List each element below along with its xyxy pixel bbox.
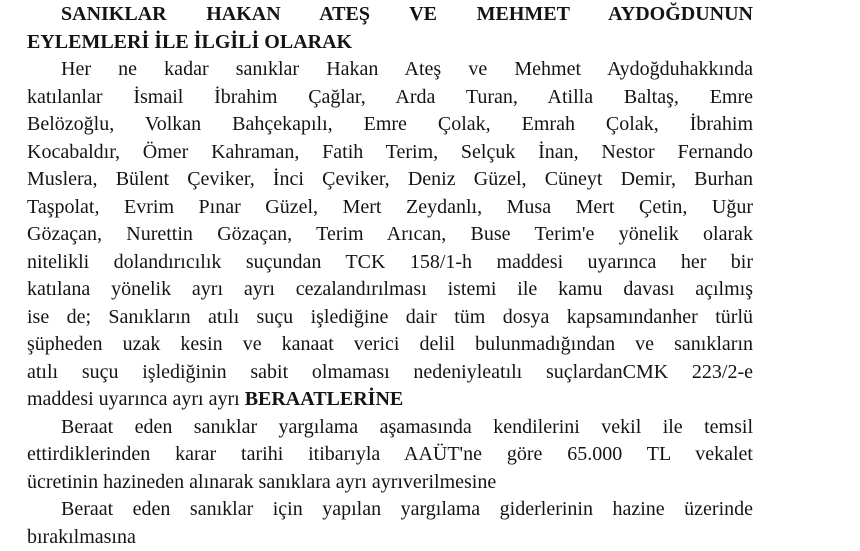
body-line (27, 441, 753, 469)
body-line (27, 221, 753, 249)
bold-text-segment: BERAATLERİNE (244, 388, 404, 410)
body-line (27, 304, 753, 332)
bold-text-segment: SANIKLAR HAKAN ATEŞ VE MEHMET AYDOĞDUNUN (61, 3, 753, 25)
text-segment: Taşpolat, Evrim Pınar Güzel, Mert Zeydanlı, Musa Mert Çetin, Uğur (27, 195, 753, 218)
body-line (27, 524, 753, 551)
text-segment: Kocabaldır, Ömer Kahraman, Fatih Terim, Selçuk İnan, Nestor Fernando (27, 140, 753, 163)
body-line (27, 111, 753, 139)
body-line (27, 194, 753, 222)
body-line (27, 56, 753, 84)
body-line (27, 359, 753, 387)
text-segment: şüpheden uzak kesin ve kanaat verici delil bulunmadığından ve sanıkların (27, 333, 753, 355)
text-segment: katılanlar İsmail İbrahim Çağlar, Arda Turan, Atilla Baltaş, Emre (27, 85, 753, 108)
text-segment: nitelikli dolandırıcılık suçundan TCK 158/1-h maddesi uyarınca her bir (27, 250, 753, 273)
text-segment: katılana yönelik ayrı ayrı cezalandırılması istemi ile kamu davası açılmış (27, 278, 753, 300)
text-segment: Gözaçan, Nurettin Gözaçan, Terim Arıcan, Buse Terim'e yönelik olarak (27, 223, 753, 245)
heading-line-2 (27, 29, 753, 57)
body-line (27, 84, 753, 112)
text-segment: atılı suçu işlediğinin sabit olmaması nedeniyleatılı suçlardanCMK 223/2-e (27, 360, 753, 383)
body-line (27, 331, 753, 359)
text-segment: Beraat eden sanıklar için yapılan yargılama giderlerinin hazine üzerinde (61, 498, 753, 520)
text-segment: Her ne kadar sanıklar Hakan Ateş ve Mehmet Aydoğduhakkında (61, 58, 753, 80)
text-segment: ettirdiklerinden karar tarihi itibarıyla AAÜT'ne göre 65.000 TL vekalet (27, 443, 753, 465)
text-segment: Muslera, Bülent Çeviker, İnci Çeviker, Deniz Güzel, Cüneyt Demir, Burhan (27, 168, 753, 190)
text-segment: Belözoğlu, Volkan Bahçekapılı, Emre Çolak, Emrah Çolak, İbrahim (27, 113, 753, 135)
body-line (27, 166, 753, 194)
body-line (27, 496, 753, 524)
bold-text-segment: EYLEMLERİ İLE İLGİLİ OLARAK (27, 30, 353, 53)
body-line (27, 139, 753, 167)
body-line (27, 414, 753, 442)
text-segment: ise de; Sanıkların atılı suçu işlediğine dair tüm dosya kapsamındanher türlü (27, 305, 753, 328)
heading-line-1 (27, 1, 753, 29)
body-line (27, 469, 753, 497)
text-segment: Beraat eden sanıklar yargılama aşamasında kendilerini vekil ile temsil (61, 415, 753, 438)
document-text-block (27, 0, 753, 551)
body-line (27, 249, 753, 277)
text-segment: bırakılmasına (27, 525, 136, 548)
verdict-line (27, 386, 753, 414)
body-line (27, 276, 753, 304)
text-segment: maddesi uyarınca ayrı ayrı (27, 388, 245, 410)
text-segment: ücretinin hazineden alınarak sanıklara ayrı ayrıverilmesine (27, 470, 497, 493)
